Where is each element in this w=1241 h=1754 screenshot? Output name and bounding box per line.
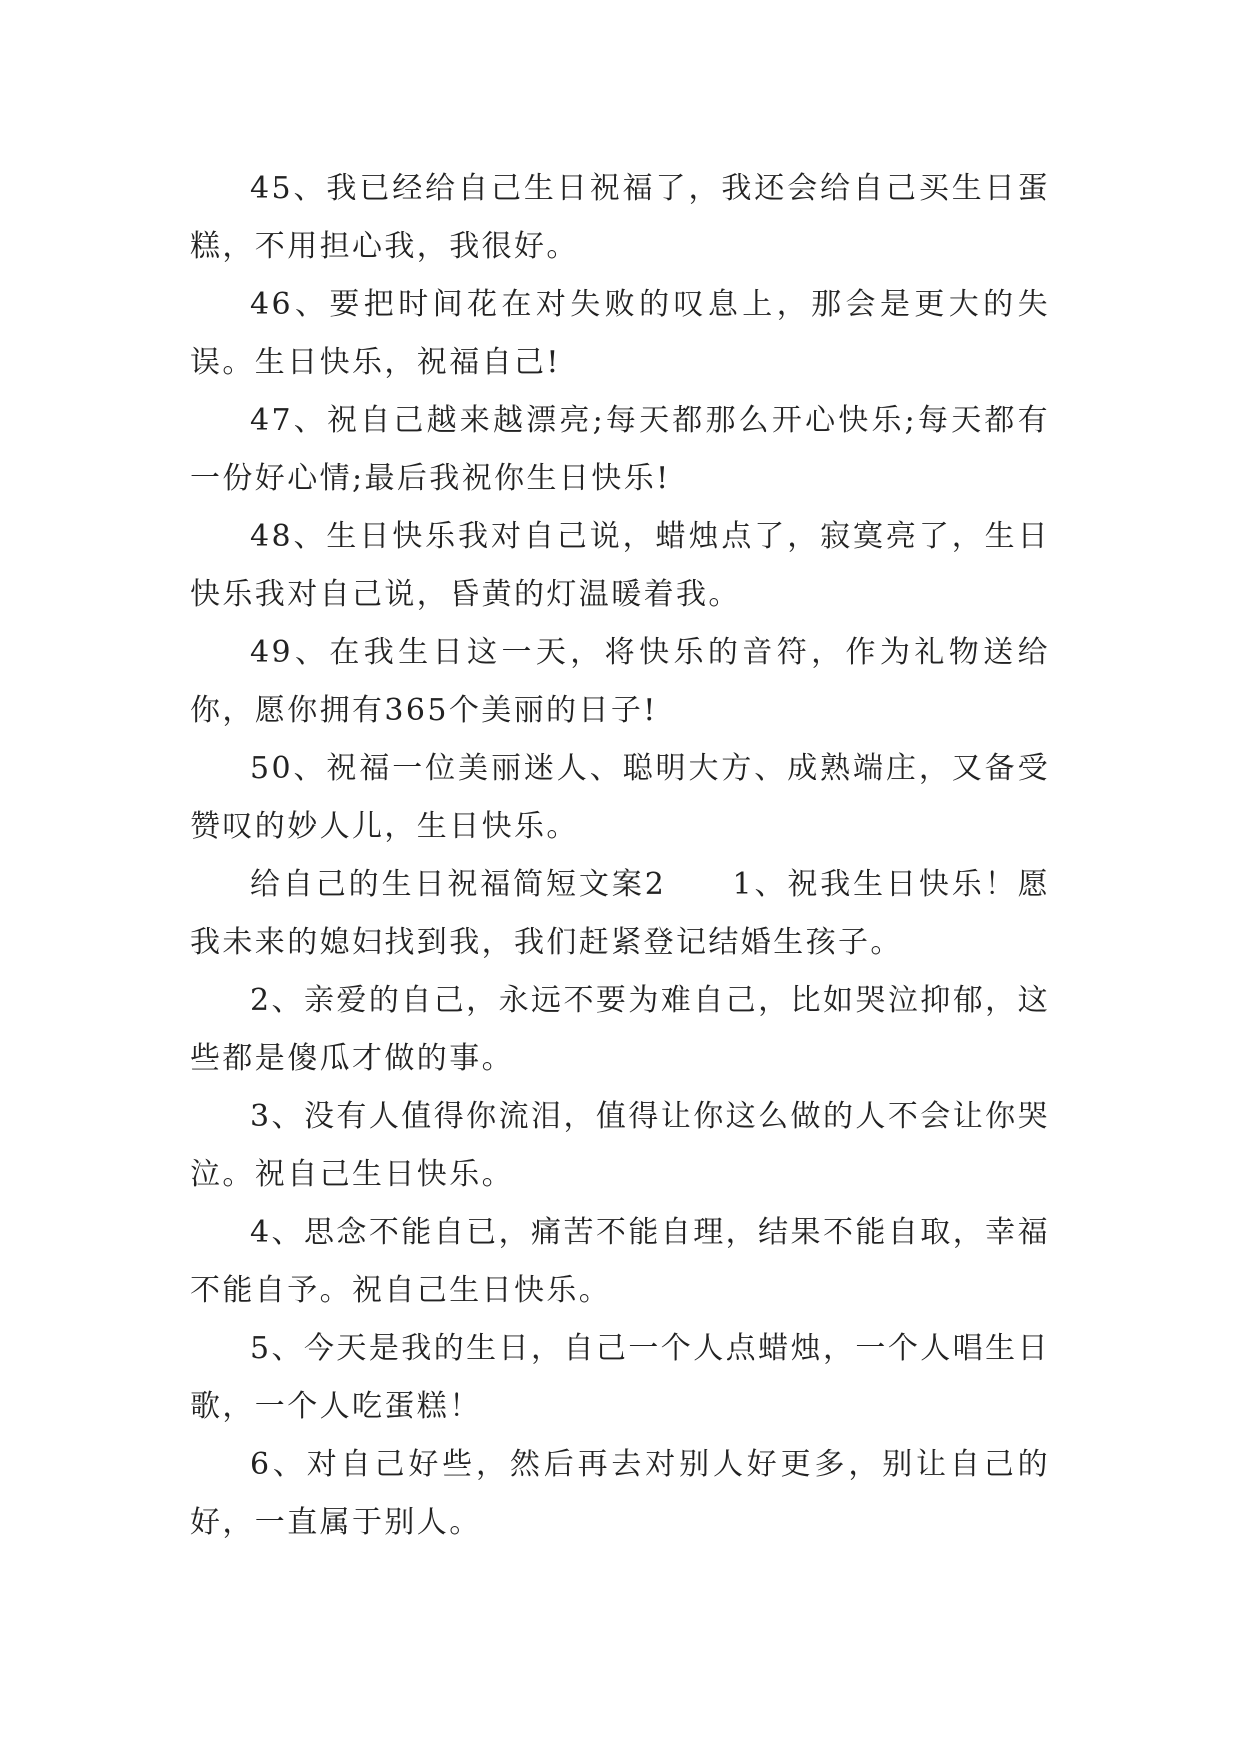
paragraph-46: 46、要把时间花在对失败的叹息上，那会是更大的失误。生日快乐，祝福自己! [190, 287, 1050, 380]
paragraph-47: 47、祝自己越来越漂亮;每天都那么开心快乐;每天都有一份好心情;最后我祝你生日快乐! [190, 403, 1050, 496]
paragraph-2: 2、亲爱的自己，永远不要为难自己，比如哭泣抑郁，这些都是傻瓜才做的事。 [190, 983, 1050, 1076]
paragraph-45: 45、我已经给自己生日祝福了，我还会给自己买生日蛋糕，不用担心我，我很好。 [190, 171, 1050, 264]
paragraph-3: 3、没有人值得你流泪，值得让你这么做的人不会让你哭泣。祝自己生日快乐。 [190, 1099, 1050, 1192]
paragraph-48: 48、生日快乐我对自己说，蜡烛点了，寂寞亮了，生日快乐我对自己说，昏黄的灯温暖着我。 [190, 519, 1050, 612]
section-heading-paragraph: 给自己的生日祝福简短文案2 1、祝我生日快乐！愿我未来的媳妇找到我，我们赶紧登记结婚生孩子。 [190, 867, 1050, 960]
paragraph-4: 4、思念不能自已，痛苦不能自理，结果不能自取，幸福不能自予。祝自己生日快乐。 [190, 1215, 1050, 1308]
document-body [190, 160, 1050, 1552]
paragraph-5: 5、今天是我的生日，自己一个人点蜡烛，一个人唱生日歌，一个人吃蛋糕！ [190, 1331, 1050, 1424]
paragraph-49: 49、在我生日这一天，将快乐的音符，作为礼物送给你，愿你拥有365个美丽的日子! [190, 635, 1050, 728]
paragraph-50: 50、祝福一位美丽迷人、聪明大方、成熟端庄，又备受赞叹的妙人儿，生日快乐。 [190, 751, 1050, 844]
paragraph-6: 6、对自己好些，然后再去对别人好更多，别让自己的好，一直属于别人。 [190, 1447, 1050, 1540]
